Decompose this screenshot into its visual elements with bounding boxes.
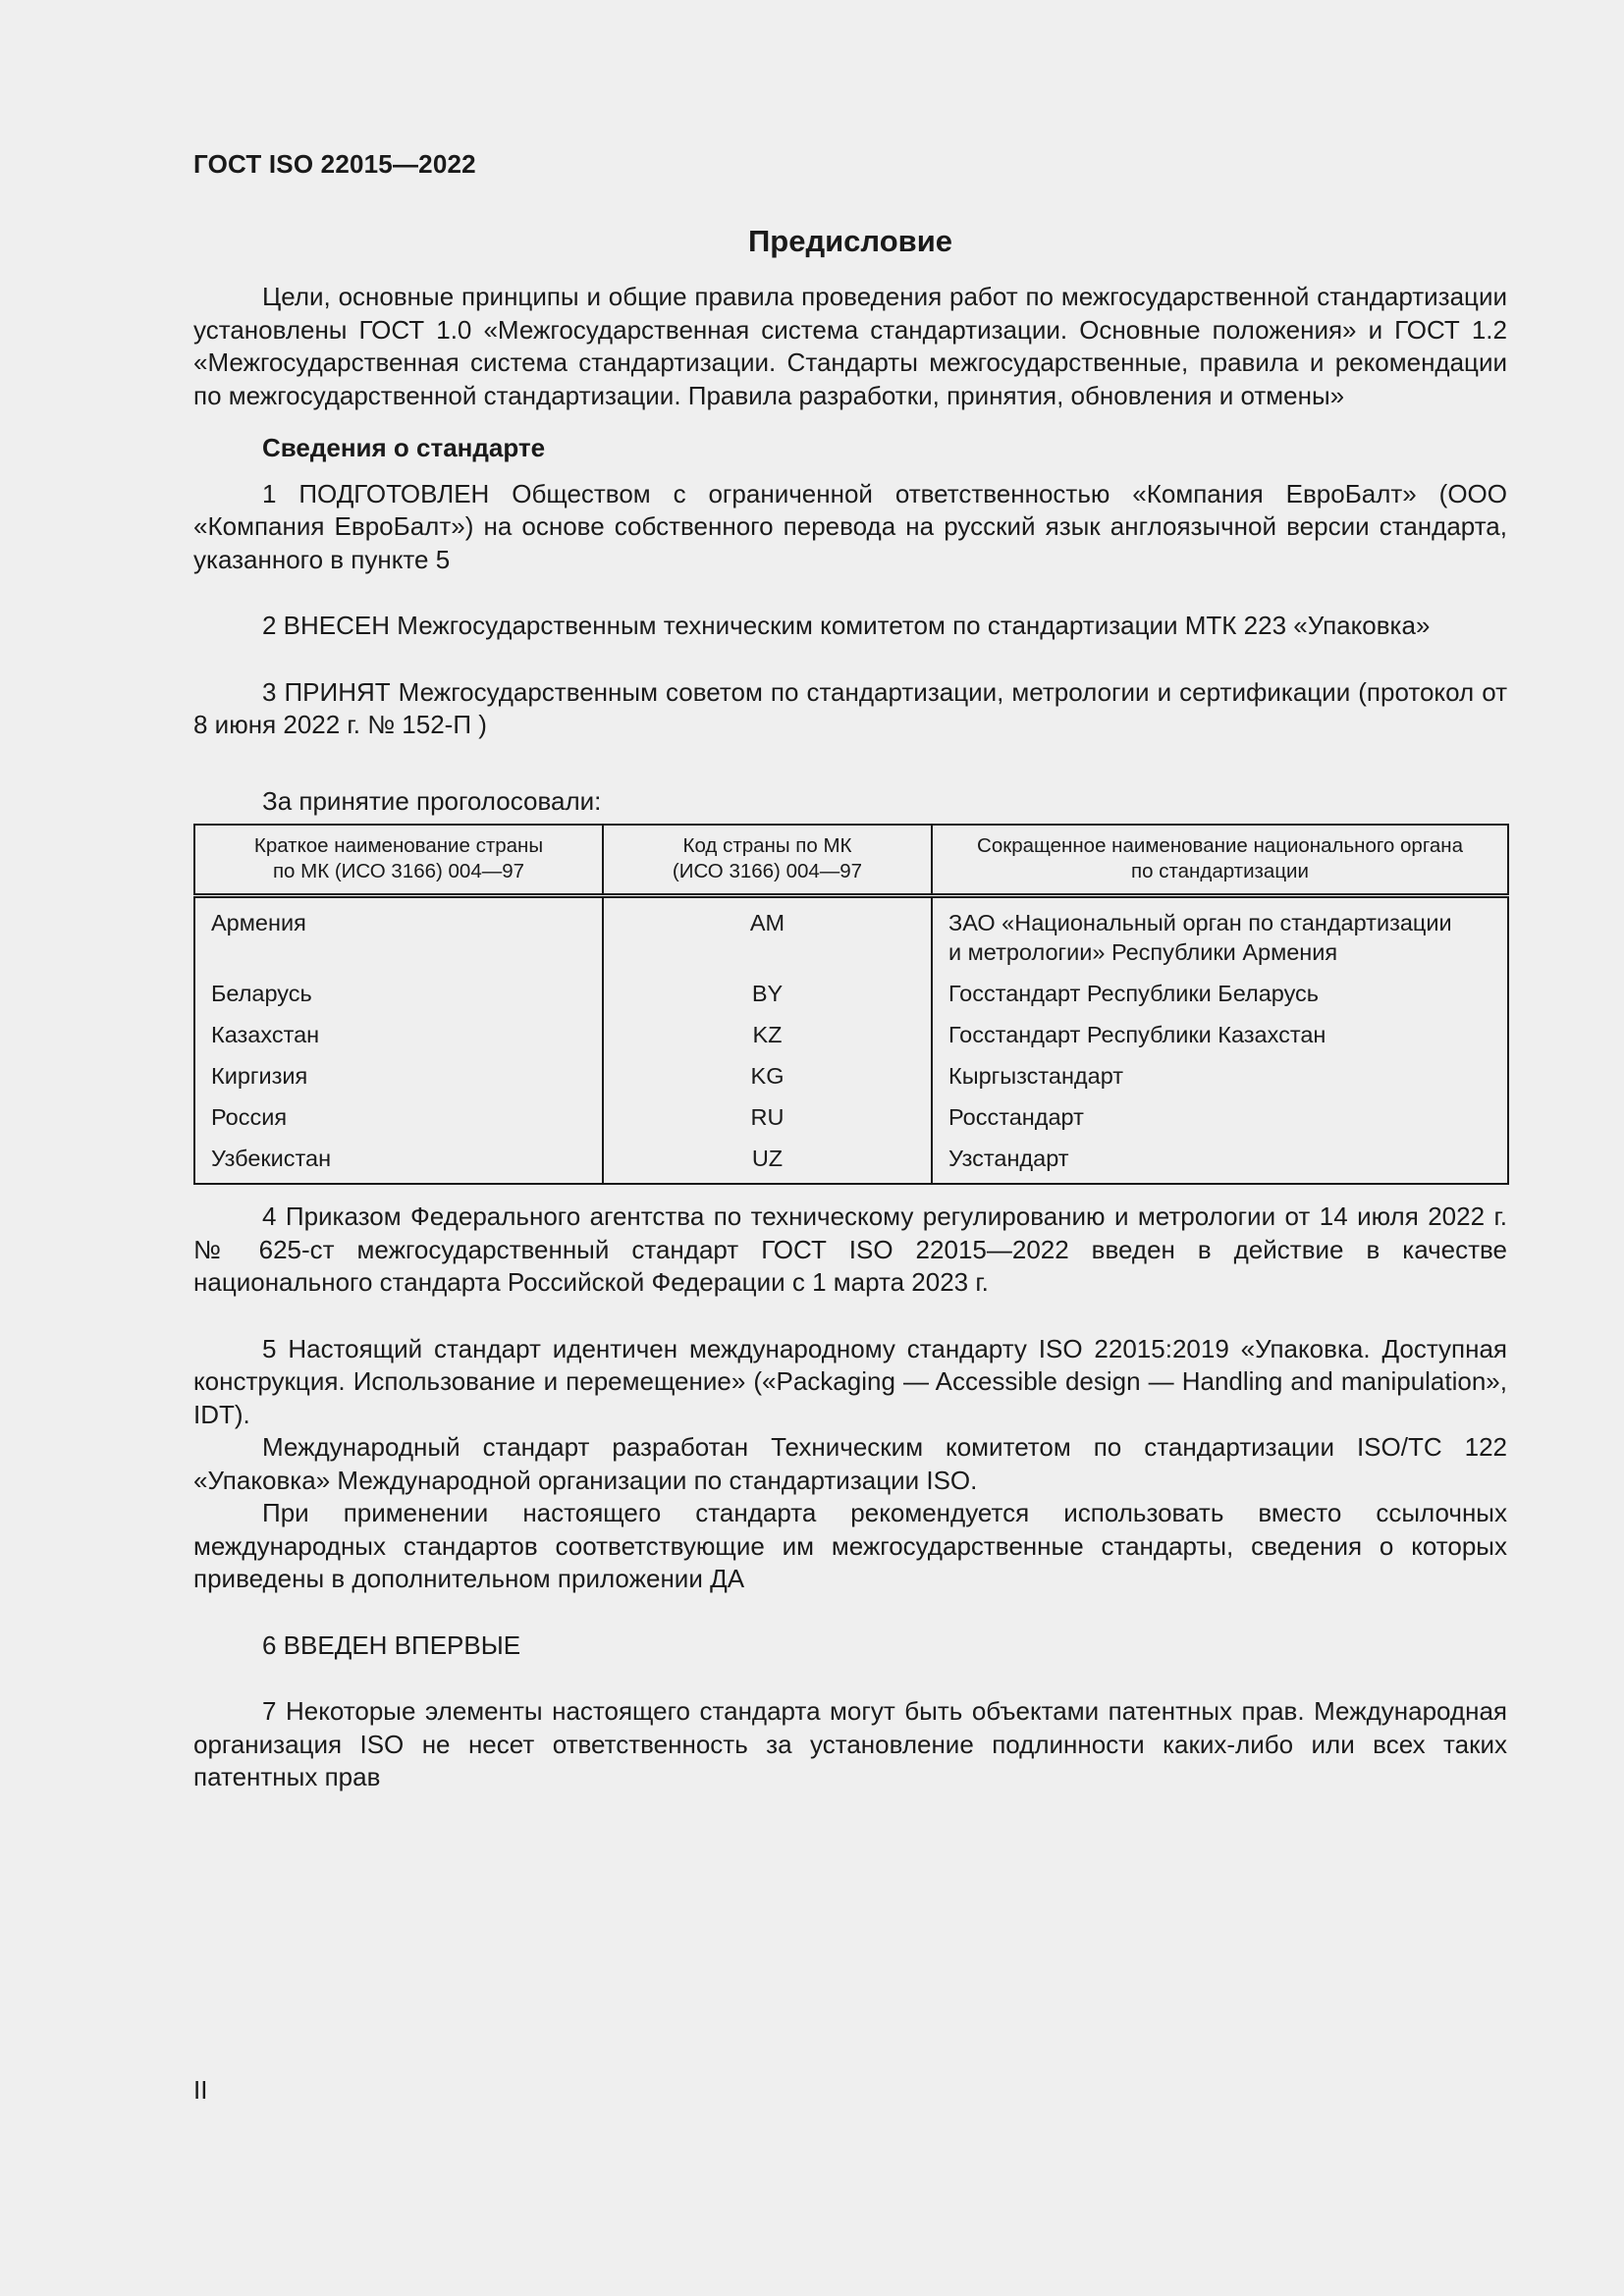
cell-code: AM xyxy=(603,896,932,976)
cell-code: UZ xyxy=(603,1140,932,1184)
paragraph-4: 4 Приказом Федерального агентства по техническому регулированию и метрологии от 14 июля 2022 г. № 625-ст межгосударственный стандарт ГОСТ ISO 22015—2022 введен в действие в качестве национального стандарта Российской Федерации с 1 марта 2023 г. xyxy=(193,1201,1507,1297)
paragraph-3: 3 ПРИНЯТ Межгосударственным советом по стандартизации, метрологии и сертификации (протокол от 8 июня 2022 г. № 152-П ) xyxy=(193,676,1507,739)
header-country-line1: Краткое наименование страны xyxy=(253,834,544,857)
table-row xyxy=(194,975,1508,1016)
page-title: Предисловие xyxy=(747,224,952,258)
cell-body: Кыргызстандарт xyxy=(932,1057,1508,1098)
cell-body: Узстандарт xyxy=(932,1140,1508,1184)
header-country-line2: по МК (ИСО 3166) 004—97 xyxy=(272,860,525,882)
header-body-line2: по стандартизации xyxy=(1131,860,1309,882)
paragraph-5-application: При применении настоящего стандарта рекомендуется использовать вместо ссылочных международных стандартов соответствующие им межгосударственные стандарты, сведения о которых приведены в дополнительном приложении ДА xyxy=(193,1498,1507,1593)
table-row xyxy=(194,1057,1508,1098)
cell-body-line2: и метрологии» Республики Армения xyxy=(948,939,1338,965)
running-head: ГОСТ ISO 22015—2022 xyxy=(193,149,476,179)
header-country xyxy=(194,825,603,896)
cell-country: Казахстан xyxy=(194,1016,603,1057)
table-row xyxy=(194,896,1508,976)
voting-table xyxy=(193,824,1509,1185)
paragraph-7: 7 Некоторые элементы настоящего стандарта могут быть объектами патентных прав. Международная организация ISO не несет ответственность за установление подлинности каких-либо или всех таких патентных прав xyxy=(193,1696,1507,1791)
cell-code: KZ xyxy=(603,1016,932,1057)
table-row xyxy=(194,1098,1508,1140)
header-body-line1: Сокращенное наименование национального органа xyxy=(977,834,1463,857)
intro-paragraph: Цели, основные принципы и общие правила проведения работ по межгосударственной стандартизации установлены ГОСТ 1.0 «Межгосударственная система стандартизации. Основные положения» и ГОСТ 1.2 «Межгосударственная система стандартизации. Стандарты межгосударственные, правила и рекомендации по межгосударственной стандартизации. Правила разработки, принятия, обновления и отмены» xyxy=(193,282,1507,410)
paragraph-6: 6 ВВЕДЕН ВПЕРВЫЕ xyxy=(262,1629,521,1660)
header-body xyxy=(932,825,1508,896)
page-number: II xyxy=(193,2075,208,2105)
cell-body: Росстандарт xyxy=(932,1098,1508,1140)
cell-code: RU xyxy=(603,1098,932,1140)
cell-body: Госстандарт Республики Беларусь xyxy=(932,975,1508,1016)
table-header-row xyxy=(194,825,1508,896)
paragraph-2: 2 ВНЕСЕН Межгосударственным техническим комитетом по стандартизации МТК 223 «Упаковка» xyxy=(262,611,1431,640)
cell-country: Россия xyxy=(194,1098,603,1140)
paragraph-5: 5 Настоящий стандарт идентичен международному стандарту ISO 22015:2019 «Упаковка. Доступная конструкция. Использование и перемещение» («Packaging — Accessible design — Handling and manipulation», IDT). xyxy=(193,1333,1507,1429)
header-code-line1: Код страны по МК xyxy=(682,834,852,857)
header-code-line2: (ИСО 3166) 004—97 xyxy=(672,860,863,882)
header-code xyxy=(603,825,932,896)
vote-label: За принятие проголосовали: xyxy=(262,785,602,816)
paragraph-5-developer: Международный стандарт разработан Техническим комитетом по стандартизации ISO/TC 122 «Упаковка» Международной организации по стандартизации ISO. xyxy=(193,1432,1507,1495)
table-row xyxy=(194,1140,1508,1184)
cell-country: Беларусь xyxy=(194,975,603,1016)
cell-body-line1: ЗАО «Национальный орган по стандартизации xyxy=(948,910,1452,935)
table-row xyxy=(194,1016,1508,1057)
page-content xyxy=(193,222,1507,1794)
cell-country: Киргизия xyxy=(194,1057,603,1098)
cell-code: BY xyxy=(603,975,932,1016)
cell-body xyxy=(932,896,1508,976)
section-subhead: Сведения о стандарте xyxy=(262,433,546,462)
cell-country: Узбекистан xyxy=(194,1140,603,1184)
cell-country: Армения xyxy=(194,896,603,976)
cell-body: Госстандарт Республики Казахстан xyxy=(932,1016,1508,1057)
cell-code: KG xyxy=(603,1057,932,1098)
paragraph-1: 1 ПОДГОТОВЛЕН Обществом с ограниченной ответственностью «Компания ЕвроБалт» (ООО «Компания ЕвроБалт») на основе собственного перевода на русский язык англоязычной версии стандарта, указанного в пункте 5 xyxy=(193,478,1507,574)
